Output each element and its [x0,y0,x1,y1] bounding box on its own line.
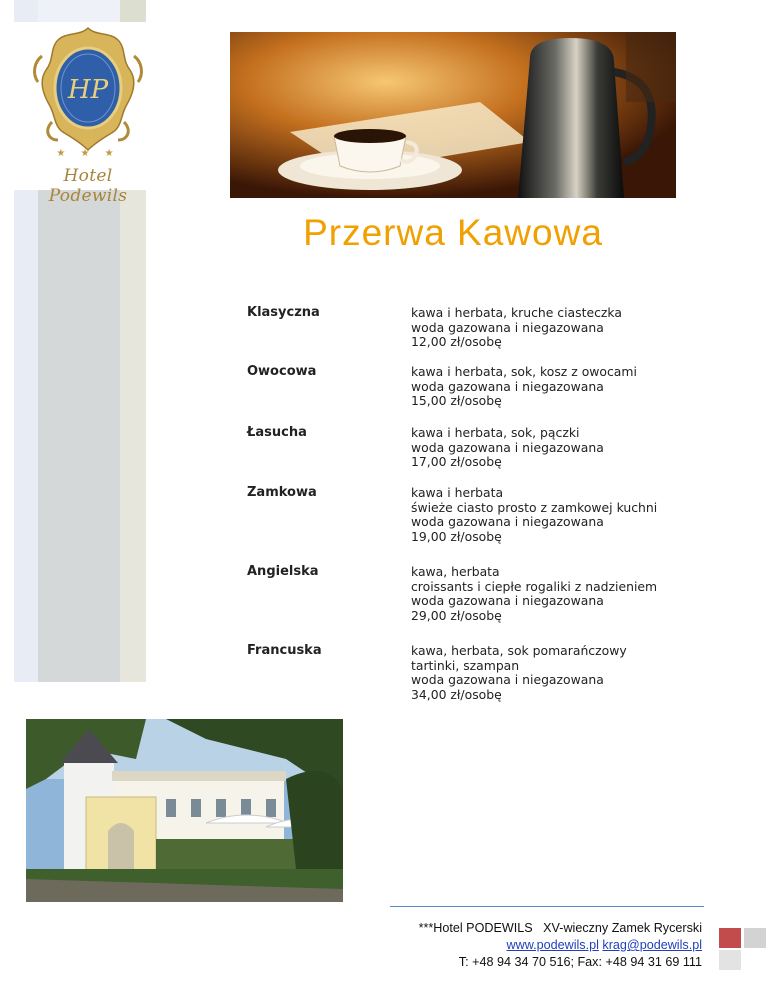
menu-item-description [411,486,657,544]
description-line: woda gazowana i niegazowana [411,514,604,530]
menu-item-name: Owocowa [247,364,317,379]
decor-square-gray [719,950,741,970]
menu-item-name: Łasucha [247,425,307,440]
description-line: woda gazowana i niegazowana [411,593,604,609]
decor-stripe [120,190,146,682]
description-line: kawa i herbata, sok, pączki [411,425,580,440]
menu-item-name: Angielska [247,564,319,579]
description-line: świeże ciasto prosto z zamkowej kuchni [411,499,658,515]
decor-stripe [14,0,38,22]
menu-item-description [411,365,637,409]
description-line: tartinki, szampan [411,657,520,673]
menu-item-description [411,426,604,470]
footer-hotel-line: ***Hotel PODEWILS XV-wieczny Zamek Rycerski [418,921,702,935]
decor-square-red [719,928,741,948]
description-line: woda gazowana i niegazowana [411,319,604,335]
page-title: Przerwa Kawowa [303,212,603,253]
footer-divider [390,906,704,907]
logo-stars: ★ ★ ★ [56,148,120,159]
description-line: kawa i herbata, sok, kosz z owocami [411,364,637,379]
footer-links [388,937,702,954]
menu-item-price: 15,00 zł/osobę [411,393,502,409]
footer-phone-fax: T: +48 94 34 70 516; Fax: +48 94 31 69 111 [458,955,702,969]
description-line: kawa i herbata, kruche ciasteczka [411,305,622,320]
description-line: woda gazowana i niegazowana [411,378,604,394]
description-line: croissants i ciepłe rogaliki z nadzieniem [411,578,658,594]
footer-contact [388,920,702,971]
description-line: kawa i herbata [411,485,504,500]
website-link[interactable]: www.podewils.pl [506,938,599,952]
menu-item-description [411,644,627,702]
logo-name: Hotel Podewils [48,166,128,206]
coffee-photo [230,32,676,198]
decor-stripe [38,0,120,22]
menu-item-name: Francuska [247,643,322,658]
email-link[interactable]: krag@podewils.pl [602,938,702,952]
menu-item-description [411,565,657,623]
menu-item-name: Zamkowa [247,485,317,500]
hotel-logo [22,26,154,186]
description-line: woda gazowana i niegazowana [411,439,604,455]
menu-item-price: 29,00 zł/osobę [411,607,502,623]
menu-item-name: Klasyczna [247,305,320,320]
description-line: kawa, herbata, sok pomarańczowy [411,643,627,658]
menu-item-description [411,306,622,350]
decor-stripe [38,190,120,682]
menu-item-price: 34,00 zł/osobę [411,686,502,702]
menu-item-price: 12,00 zł/osobę [411,334,502,350]
logo-monogram: HP [67,75,109,105]
menu-item-price: 19,00 zł/osobę [411,528,502,544]
decor-square-gray [744,928,766,948]
description-line: woda gazowana i niegazowana [411,672,604,688]
menu-item-price: 17,00 zł/osobę [411,454,502,470]
decor-stripe [14,190,38,682]
description-line: kawa, herbata [411,564,500,579]
decor-stripe [120,0,146,22]
castle-photo [26,719,343,902]
